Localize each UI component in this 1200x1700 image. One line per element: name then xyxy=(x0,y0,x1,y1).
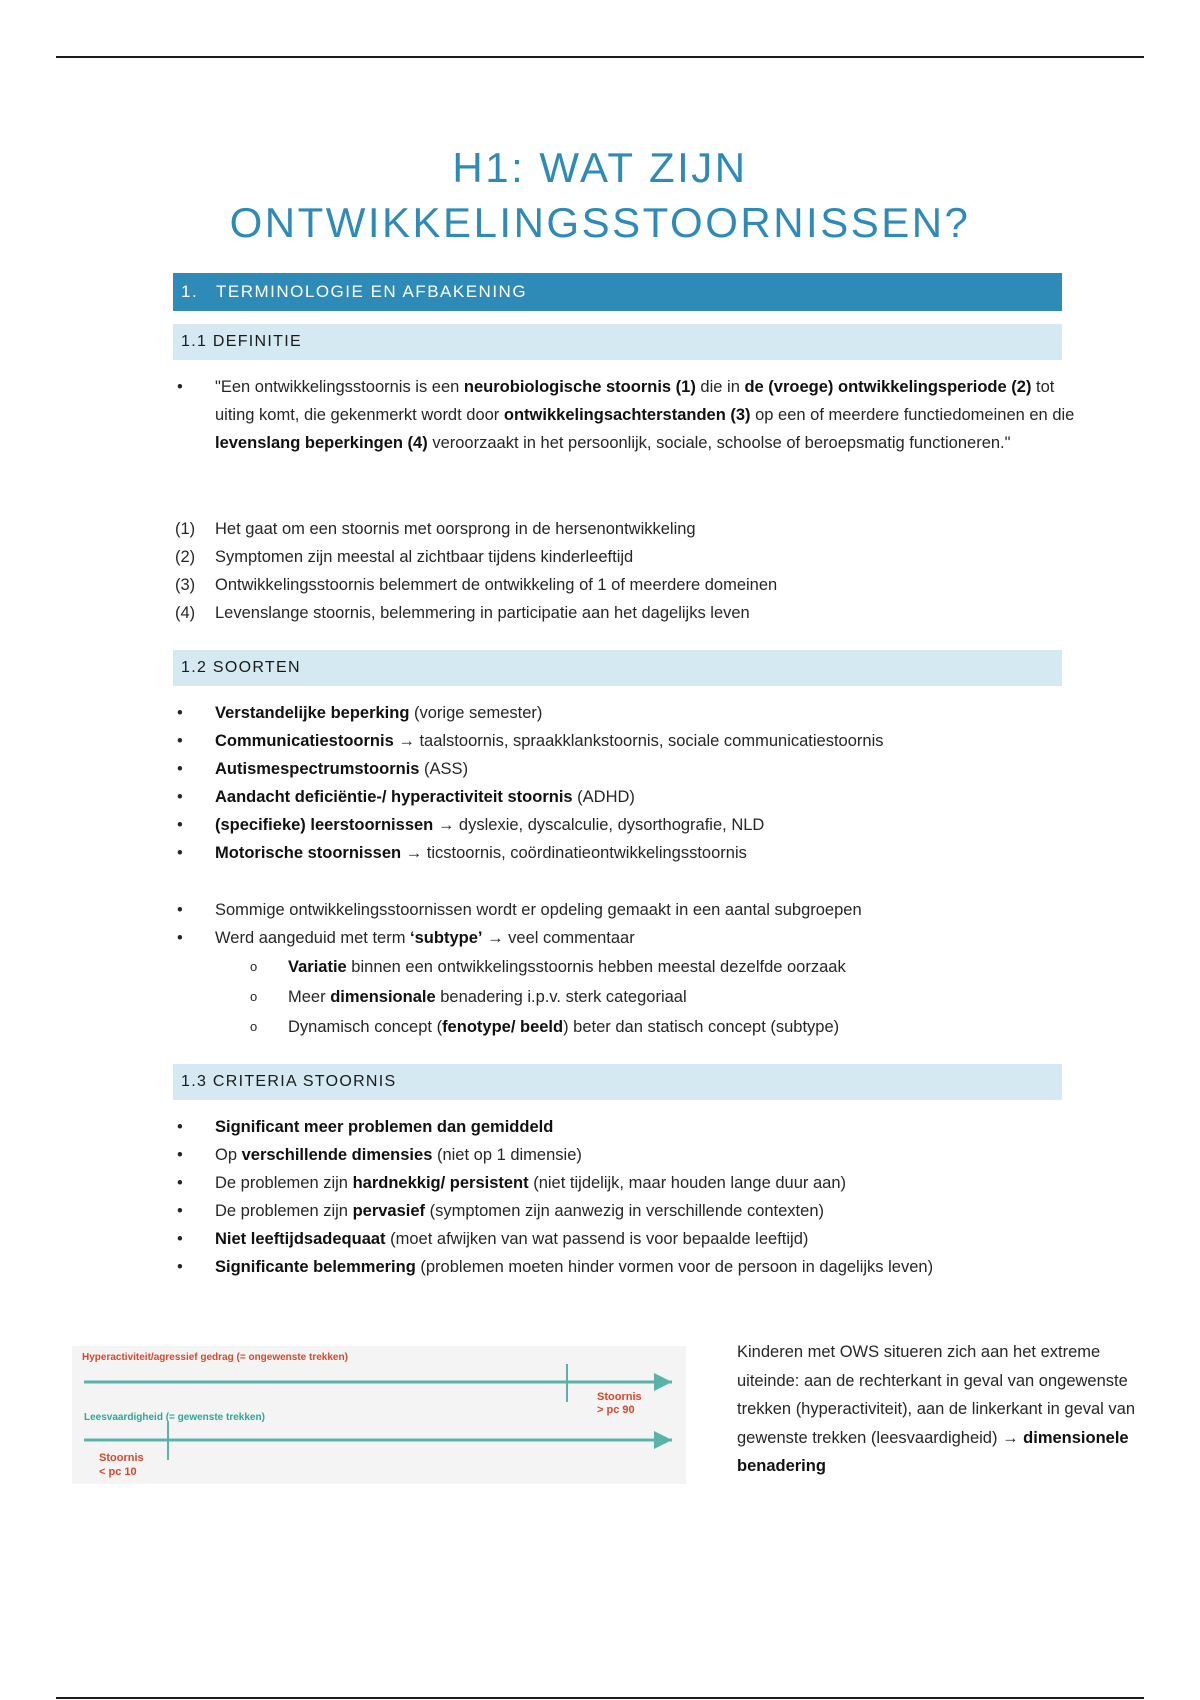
label-ongewenste-trekken: Hyperactiviteit/agressief gedrag (= ongewenste trekken) xyxy=(82,1352,348,1363)
definitie-quote: • "Een ontwikkelingsstoornis is een neurobiologische stoornis (1) die in de (vroege) ontwikkelingsperiode (2) tot uiting komt, die gekenmerkt wordt door ontwikkelingsachterstanden (3) op een of meerdere functiedomeinen en die levenslang beperkingen (4) veroorzaakt in het persoonlijk, sociale, schoolse of beroepsmatig functioneren." xyxy=(175,373,1075,457)
subheading-soorten: 1.2 SOORTEN xyxy=(173,650,1062,686)
title-line-1: H1: WAT ZIJN xyxy=(452,144,748,191)
page-title xyxy=(0,140,1200,250)
bullet-dot: • xyxy=(177,378,183,396)
soorten-item: • (specifieke) leerstoornissen → dyslexie, dyscalculie, dysorthografie, NLD xyxy=(177,816,765,834)
soorten-item: • Verstandelijke beperking (vorige semester) xyxy=(177,704,543,722)
definitie-notes xyxy=(175,515,1075,627)
criteria-item: • Op verschillende dimensies (niet op 1 dimensie) xyxy=(177,1146,582,1164)
subheading-criteria: 1.3 CRITERIA STOORNIS xyxy=(173,1064,1062,1100)
note-item: (1) Het gaat om een stoornis met oorsprong in de hersenontwikkeling xyxy=(175,520,696,538)
stoornis-left-pc: < pc 10 xyxy=(99,1466,137,1478)
note-item: (4) Levenslange stoornis, belemmering in participatie aan het dagelijks leven xyxy=(175,604,750,622)
stoornis-left-label: Stoornis xyxy=(99,1452,144,1464)
soorten-item: • Autismespectrumstoornis (ASS) xyxy=(177,760,469,778)
label-gewenste-trekken: Leesvaardigheid (= gewenste trekken) xyxy=(84,1412,265,1423)
note-item: (3) Ontwikkelingsstoornis belemmert de ontwikkeling of 1 of meerdere domeinen xyxy=(175,576,778,594)
soorten-extra-item: • Sommige ontwikkelingsstoornissen wordt er opdeling gemaakt in een aantal subgroepen xyxy=(177,901,862,919)
bullet-circle: o xyxy=(250,989,258,1004)
definitie-list xyxy=(175,373,1075,457)
soorten-item: • Aandacht deficiëntie-/ hyperactiviteit stoornis (ADHD) xyxy=(177,788,635,806)
soorten-sub-item: o Meer dimensionale benadering i.p.v. sterk categoriaal xyxy=(175,982,1075,1012)
criteria-item: • Significant meer problemen dan gemiddeld xyxy=(177,1118,554,1136)
soorten-sub-item: o Dynamisch concept (fenotype/ beeld) beter dan statisch concept (subtype) xyxy=(175,1012,1075,1042)
criteria-item: • De problemen zijn hardnekkig/ persistent (niet tijdelijk, maar houden lange duur aan) xyxy=(177,1174,846,1192)
note-item: (2) Symptomen zijn meestal al zichtbaar tijdens kinderleeftijd xyxy=(175,548,634,566)
soorten-item: • Motorische stoornissen → ticstoornis, coördinatieontwikkelingsstoornis xyxy=(177,844,747,862)
soorten-list xyxy=(175,699,1075,867)
bullet-circle: o xyxy=(250,1019,258,1034)
criteria-list xyxy=(175,1113,1075,1281)
soorten-sub-item: o Variatie binnen een ontwikkelingsstoornis hebben meestal dezelfde oorzaak xyxy=(175,952,1075,982)
title-line-2: ONTWIKKELINGSSTOORNISSEN? xyxy=(229,199,971,246)
figure-explanation: Kinderen met OWS situeren zich aan het extreme uiteinde: aan de rechterkant in geval van ongewenste trekken (hyperactiviteit), aan de linkerkant in geval van gewenste trekken (leesvaardigheid) → dimensionele benadering xyxy=(737,1343,1136,1475)
criteria-item: • Niet leeftijdsadequaat (moet afwijken van wat passend is voor bepaalde leeftijd) xyxy=(177,1230,809,1248)
dimension-figure xyxy=(72,1346,686,1484)
soorten-extra-list xyxy=(175,896,1075,1042)
section-heading-terminologie xyxy=(173,273,1062,311)
section-number: 1. xyxy=(181,282,199,301)
soorten-extra-item: • Werd aangeduid met term ‘subtype’ → veel commentaar xyxy=(177,929,635,947)
criteria-item: • De problemen zijn pervasief (symptomen zijn aanwezig in verschillende contexten) xyxy=(177,1202,824,1220)
bottom-rule xyxy=(56,1697,1144,1699)
section-label: TERMINOLOGIE EN AFBAKENING xyxy=(216,282,528,301)
top-rule xyxy=(56,56,1144,58)
soorten-item: • Communicatiestoornis → taalstoornis, spraakklankstoornis, sociale communicatiestoornis xyxy=(177,732,884,750)
criteria-item: • Significante belemmering (problemen moeten hinder vormen voor de persoon in dagelijks leven) xyxy=(177,1258,934,1276)
dimension-diagram xyxy=(72,1346,686,1484)
stoornis-right-pc: > pc 90 xyxy=(597,1404,635,1416)
bullet-circle: o xyxy=(250,959,258,974)
subheading-definitie: 1.1 DEFINITIE xyxy=(173,324,1062,360)
stoornis-right-label: Stoornis xyxy=(597,1391,642,1403)
